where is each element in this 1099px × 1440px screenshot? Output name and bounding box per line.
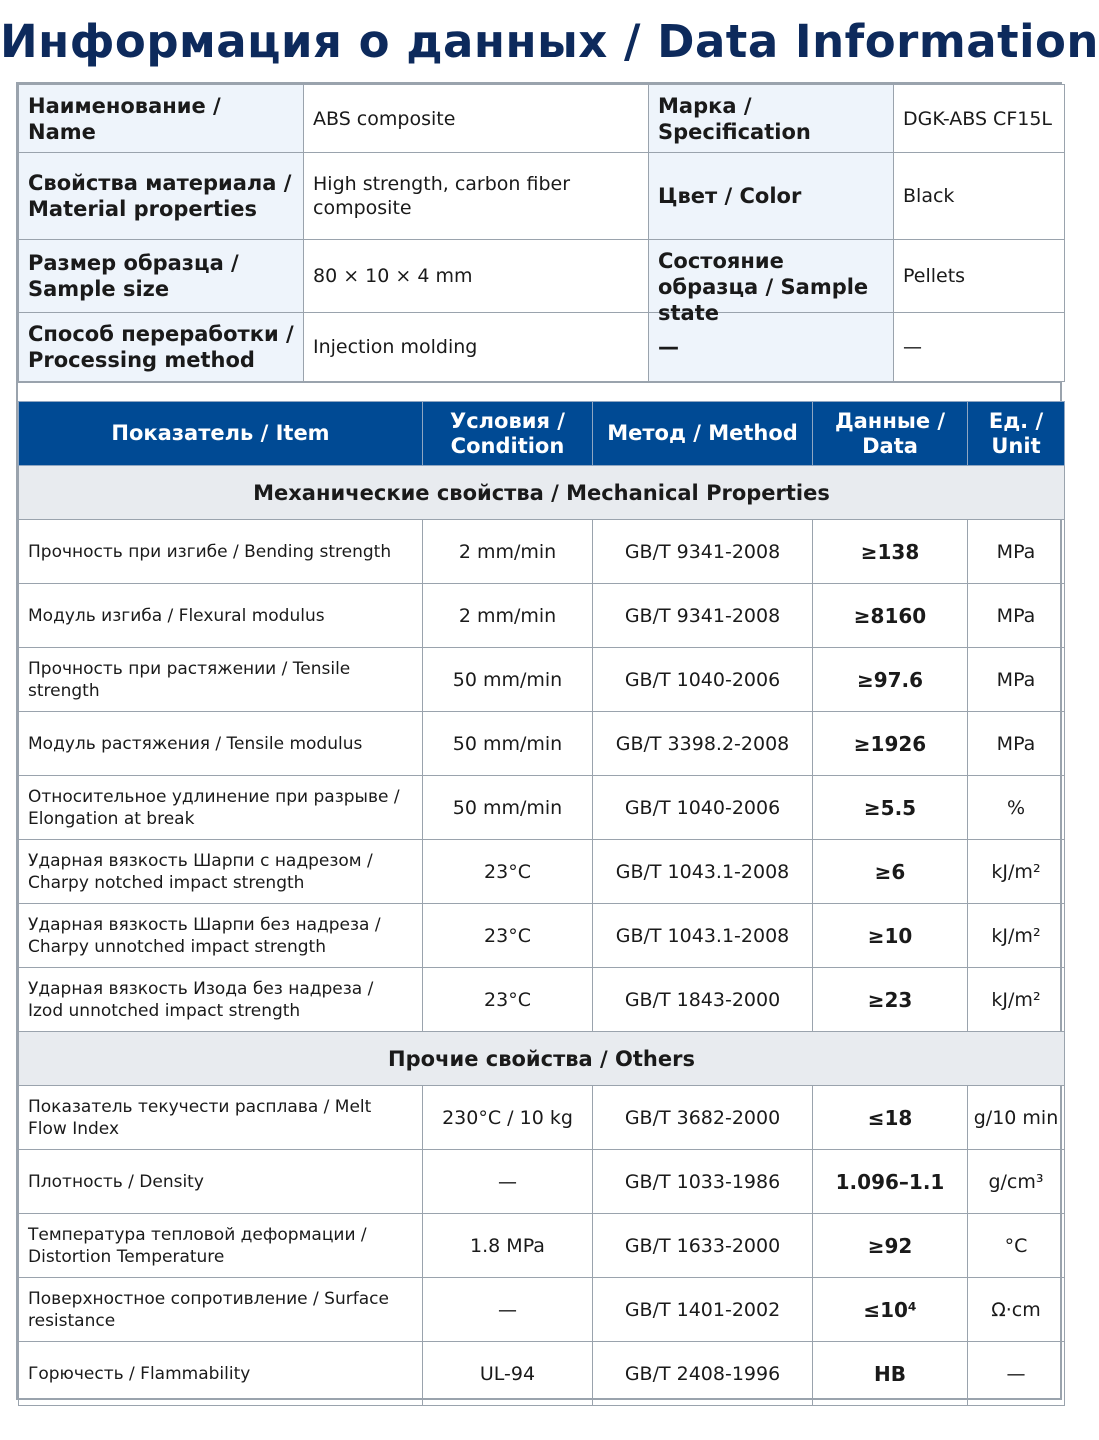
table-row bbox=[19, 1086, 1065, 1150]
data-cell: ≤18 bbox=[813, 1086, 968, 1150]
item-cell: Относительное удлинение при разрыве / Elongation at break bbox=[19, 776, 423, 840]
header-condition: Условия / Condition bbox=[423, 402, 593, 466]
size-label: Размер образца / Sample size bbox=[19, 240, 304, 313]
data-cell: ≥1926 bbox=[813, 712, 968, 776]
item-cell: Модуль изгиба / Flexural modulus bbox=[19, 584, 423, 648]
method-cell: GB/T 3398.2-2008 bbox=[593, 712, 813, 776]
data-cell: ≥138 bbox=[813, 520, 968, 584]
table-row bbox=[19, 1342, 1065, 1406]
props-label: Свойства материала / Material properties bbox=[19, 153, 304, 240]
spec-value: DGK-ABS CF15L bbox=[894, 85, 1065, 153]
unit-cell: MPa bbox=[968, 648, 1065, 712]
condition-cell: UL-94 bbox=[423, 1342, 593, 1406]
data-cell: ≤10⁴ bbox=[813, 1278, 968, 1342]
unit-cell: MPa bbox=[968, 520, 1065, 584]
section-row-mechanical bbox=[19, 466, 1065, 520]
table-row bbox=[19, 1150, 1065, 1214]
data-cell: ≥6 bbox=[813, 840, 968, 904]
unit-cell: — bbox=[968, 1342, 1065, 1406]
method-cell: GB/T 3682-2000 bbox=[593, 1086, 813, 1150]
state-value: Pellets bbox=[894, 240, 1065, 313]
method-cell: GB/T 1043.1-2008 bbox=[593, 904, 813, 968]
info-table bbox=[18, 84, 1065, 382]
props-value: High strength, carbon fiber composite bbox=[304, 153, 649, 240]
unit-cell: kJ/m² bbox=[968, 968, 1065, 1032]
header-item: Показатель / Item bbox=[19, 402, 423, 466]
table-row bbox=[19, 584, 1065, 648]
condition-cell: 50 mm/min bbox=[423, 712, 593, 776]
extra-label: — bbox=[649, 313, 894, 382]
method-cell: GB/T 1040-2006 bbox=[593, 648, 813, 712]
condition-cell: — bbox=[423, 1278, 593, 1342]
data-cell: ≥10 bbox=[813, 904, 968, 968]
table-row bbox=[19, 712, 1065, 776]
unit-cell: °C bbox=[968, 1214, 1065, 1278]
unit-cell: MPa bbox=[968, 584, 1065, 648]
proc-label: Способ переработки / Processing method bbox=[19, 313, 304, 382]
condition-cell: 23°C bbox=[423, 904, 593, 968]
data-cell: HB bbox=[813, 1342, 968, 1406]
extra-value: — bbox=[894, 313, 1065, 382]
info-row bbox=[19, 313, 1065, 382]
table-row bbox=[19, 520, 1065, 584]
color-label: Цвет / Color bbox=[649, 153, 894, 240]
condition-cell: 1.8 MPa bbox=[423, 1214, 593, 1278]
name-label: Наименование / Name bbox=[19, 85, 304, 153]
method-cell: GB/T 1040-2006 bbox=[593, 776, 813, 840]
size-value: 80 × 10 × 4 mm bbox=[304, 240, 649, 313]
table-row bbox=[19, 904, 1065, 968]
header-unit: Ед. / Unit bbox=[968, 402, 1065, 466]
condition-cell: 50 mm/min bbox=[423, 776, 593, 840]
section-title-others: Прочие свойства / Others bbox=[19, 1032, 1065, 1086]
table-row bbox=[19, 648, 1065, 712]
item-cell: Плотность / Density bbox=[19, 1150, 423, 1214]
table-spacer bbox=[18, 382, 1060, 401]
item-cell: Ударная вязкость Шарпи с надрезом / Charpy notched impact strength bbox=[19, 840, 423, 904]
data-cell: ≥5.5 bbox=[813, 776, 968, 840]
method-cell: GB/T 9341-2008 bbox=[593, 584, 813, 648]
unit-cell: kJ/m² bbox=[968, 840, 1065, 904]
data-cell: 1.096–1.1 bbox=[813, 1150, 968, 1214]
info-row bbox=[19, 240, 1065, 313]
condition-cell: 230°C / 10 kg bbox=[423, 1086, 593, 1150]
info-row bbox=[19, 153, 1065, 240]
data-cell: ≥8160 bbox=[813, 584, 968, 648]
color-value: Black bbox=[894, 153, 1065, 240]
properties-body bbox=[19, 466, 1065, 1406]
datasheet bbox=[16, 82, 1062, 1400]
item-cell: Показатель текучести расплава / Melt Flow Index bbox=[19, 1086, 423, 1150]
item-cell: Ударная вязкость Изода без надреза / Izod unnotched impact strength bbox=[19, 968, 423, 1032]
method-cell: GB/T 1043.1-2008 bbox=[593, 840, 813, 904]
item-cell: Горючесть / Flammability bbox=[19, 1342, 423, 1406]
method-cell: GB/T 9341-2008 bbox=[593, 520, 813, 584]
info-row bbox=[19, 85, 1065, 153]
method-cell: GB/T 2408-1996 bbox=[593, 1342, 813, 1406]
condition-cell: 23°C bbox=[423, 968, 593, 1032]
state-label: Состояние образца / Sample state bbox=[658, 249, 869, 325]
method-cell: GB/T 1633-2000 bbox=[593, 1214, 813, 1278]
item-cell: Прочность при растяжении / Tensile strength bbox=[19, 648, 423, 712]
proc-value: Injection molding bbox=[304, 313, 649, 382]
item-cell: Поверхностное сопротивление / Surface resistance bbox=[19, 1278, 423, 1342]
condition-cell: — bbox=[423, 1150, 593, 1214]
data-cell: ≥92 bbox=[813, 1214, 968, 1278]
header-row bbox=[19, 402, 1065, 466]
item-cell: Модуль растяжения / Tensile modulus bbox=[19, 712, 423, 776]
method-cell: GB/T 1033-1986 bbox=[593, 1150, 813, 1214]
section-title-mechanical: Механические свойства / Mechanical Properties bbox=[19, 466, 1065, 520]
section-row-others bbox=[19, 1032, 1065, 1086]
page-title: Информация о данных / Data Information bbox=[0, 15, 1099, 68]
item-cell: Прочность при изгибе / Bending strength bbox=[19, 520, 423, 584]
condition-cell: 23°C bbox=[423, 840, 593, 904]
condition-cell: 50 mm/min bbox=[423, 648, 593, 712]
table-row bbox=[19, 776, 1065, 840]
unit-cell: MPa bbox=[968, 712, 1065, 776]
unit-cell: g/10 min bbox=[968, 1086, 1065, 1150]
unit-cell: g/cm³ bbox=[968, 1150, 1065, 1214]
condition-cell: 2 mm/min bbox=[423, 520, 593, 584]
properties-table bbox=[18, 401, 1065, 1406]
item-cell: Ударная вязкость Шарпи без надреза / Charpy unnotched impact strength bbox=[19, 904, 423, 968]
state-label-cell bbox=[649, 240, 894, 325]
header-data: Данные / Data bbox=[813, 402, 968, 466]
data-cell: ≥97.6 bbox=[813, 648, 968, 712]
spec-label: Марка / Specification bbox=[649, 85, 894, 153]
unit-cell: kJ/m² bbox=[968, 904, 1065, 968]
method-cell: GB/T 1843-2000 bbox=[593, 968, 813, 1032]
name-value: ABS composite bbox=[304, 85, 649, 153]
unit-cell: % bbox=[968, 776, 1065, 840]
header-method: Метод / Method bbox=[593, 402, 813, 466]
table-row bbox=[19, 840, 1065, 904]
data-cell: ≥23 bbox=[813, 968, 968, 1032]
unit-cell: Ω·cm bbox=[968, 1278, 1065, 1342]
table-row bbox=[19, 968, 1065, 1032]
condition-cell: 2 mm/min bbox=[423, 584, 593, 648]
item-cell: Температура тепловой деформации / Distortion Temperature bbox=[19, 1214, 423, 1278]
table-row bbox=[19, 1214, 1065, 1278]
table-row bbox=[19, 1278, 1065, 1342]
method-cell: GB/T 1401-2002 bbox=[593, 1278, 813, 1342]
